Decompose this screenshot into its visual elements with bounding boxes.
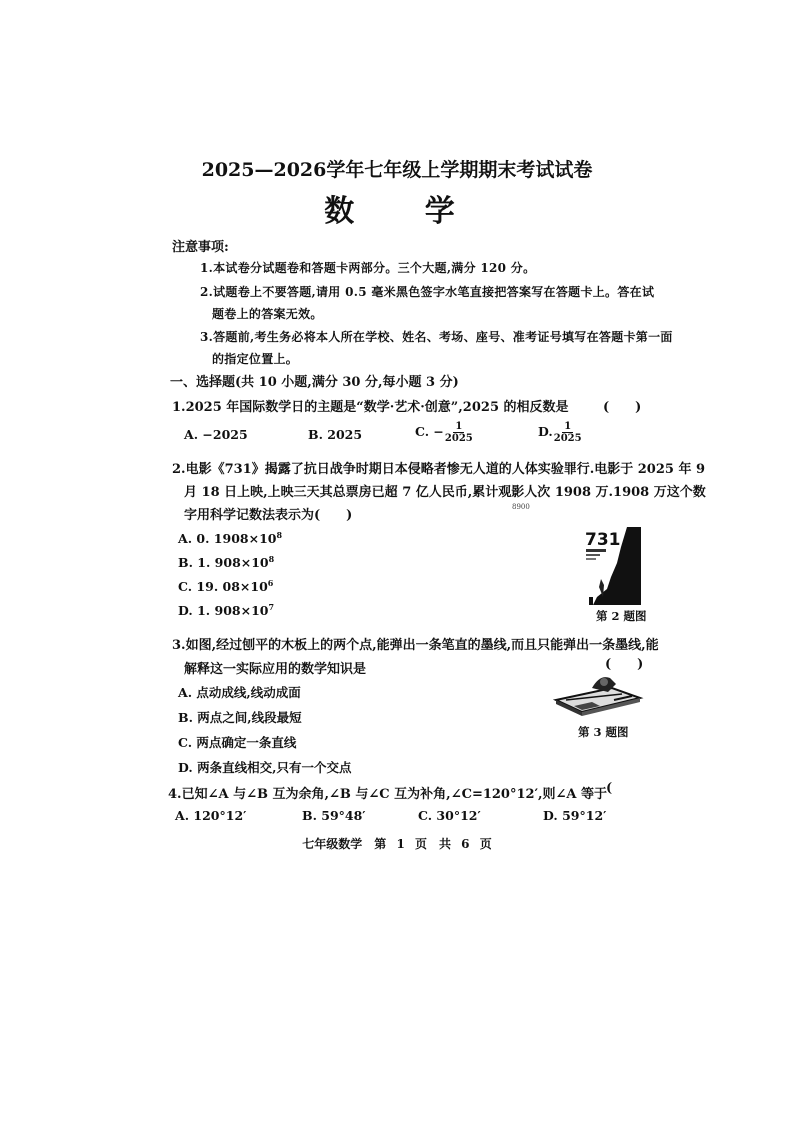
option-d-base: D. 1. 908×10	[178, 603, 269, 619]
question-2-option-c	[178, 578, 273, 594]
option-c-base: C. 19. 08×10	[178, 579, 268, 595]
question-2-line-1: 2.电影《731》揭露了抗日战争时期日本侵略者惨无人道的人体实验罪行.电影于 2025 年 9	[172, 462, 706, 477]
question-2-option-b	[178, 554, 274, 570]
movie-poster-image	[583, 527, 641, 605]
poster-title: 731	[585, 530, 621, 550]
option-a-base: A. 0. 1908×10	[178, 531, 277, 547]
question-4-stem: 4.已知∠A 与∠B 互为余角,∠B 与∠C 互为补角,∠C=120°12′,则∠A 等于	[168, 787, 608, 802]
subject-title: 数 学	[324, 194, 485, 229]
figure-3-caption: 第 3 题图	[578, 725, 629, 739]
question-2-option-d	[178, 602, 274, 618]
note-item-3-cont: 的指定位置上。	[212, 352, 299, 366]
note-item-2: 2.试题卷上不要答题,请用 0.5 毫米黑色签字水笔直接把答案写在答题卡上。答在试	[200, 285, 655, 299]
note-item-1: 1.本试卷分试题卷和答题卡两部分。三个大题,满分 120 分。	[200, 261, 536, 275]
page-footer: 七年级数学 第 1 页 共 6 页	[302, 837, 492, 851]
fraction	[554, 421, 582, 444]
fraction-numerator: 1	[455, 421, 463, 432]
fraction	[445, 421, 473, 444]
note-item-2-cont: 题卷上的答案无效。	[212, 307, 323, 321]
option-d-prefix: D.	[538, 424, 553, 439]
question-1-option-b: B. 2025	[308, 427, 363, 442]
option-c-prefix: C. −	[415, 424, 444, 439]
question-3-option-a: A. 点动成线,线动成面	[178, 685, 301, 700]
question-4-option-c: C. 30°12′	[418, 808, 481, 823]
figure-2-caption: 第 2 题图	[596, 609, 647, 623]
question-3-option-c: C. 两点确定一条直线	[178, 735, 297, 750]
question-4-option-b: B. 59°48′	[302, 808, 366, 823]
question-3-answer-paren: ( )	[605, 657, 644, 672]
question-1-option-d	[538, 421, 582, 444]
question-3-option-b: B. 两点之间,线段最短	[178, 710, 302, 725]
option-a-exponent: 8	[276, 530, 283, 540]
question-4-answer-paren: (	[606, 781, 613, 796]
question-1-answer-paren: ( )	[603, 400, 642, 415]
notes-heading: 注意事项:	[172, 240, 229, 255]
stray-mark: 8900	[512, 503, 530, 511]
fraction-denominator: 2025	[444, 433, 473, 444]
option-c-exponent: 6	[267, 578, 274, 588]
section-heading: 一、选择题(共 10 小题,满分 30 分,每小题 3 分)	[170, 375, 459, 390]
question-3-line-1: 3.如图,经过刨平的木板上的两个点,能弹出一条笔直的墨线,而且只能弹出一条墨线,能	[172, 638, 659, 653]
question-3-option-d: D. 两条直线相交,只有一个交点	[178, 760, 352, 775]
question-4-option-a: A. 120°12′	[175, 808, 247, 823]
question-2-line-3: 字用科学记数法表示为( )	[184, 508, 353, 523]
option-d-exponent: 7	[268, 602, 275, 612]
question-2-line-2: 月 18 日上映,上映三天其总票房已超 7 亿人民币,累计观影人次 1908 万.1908 万这个数	[184, 485, 706, 500]
fraction-denominator: 2025	[553, 433, 582, 444]
question-1-option-a: A. −2025	[184, 427, 248, 442]
option-b-exponent: 8	[268, 554, 275, 564]
carpentry-board-image	[552, 670, 644, 716]
note-item-3: 3.答题前,考生务必将本人所在学校、姓名、考场、座号、准考证号填写在答题卡第一面	[200, 330, 673, 344]
question-1-stem: 1.2025 年国际数学日的主题是“数学·艺术·创意”,2025 的相反数是	[172, 400, 569, 415]
exam-title: 2025—2026学年七年级上学期期末考试试卷	[201, 159, 593, 181]
option-b-base: B. 1. 908×10	[178, 555, 269, 571]
question-4-option-d: D. 59°12′	[543, 808, 607, 823]
fraction-numerator: 1	[564, 421, 572, 432]
question-1-option-c	[415, 421, 473, 444]
question-2-option-a	[178, 530, 282, 546]
question-3-line-2: 解释这一实际应用的数学知识是	[184, 662, 367, 677]
